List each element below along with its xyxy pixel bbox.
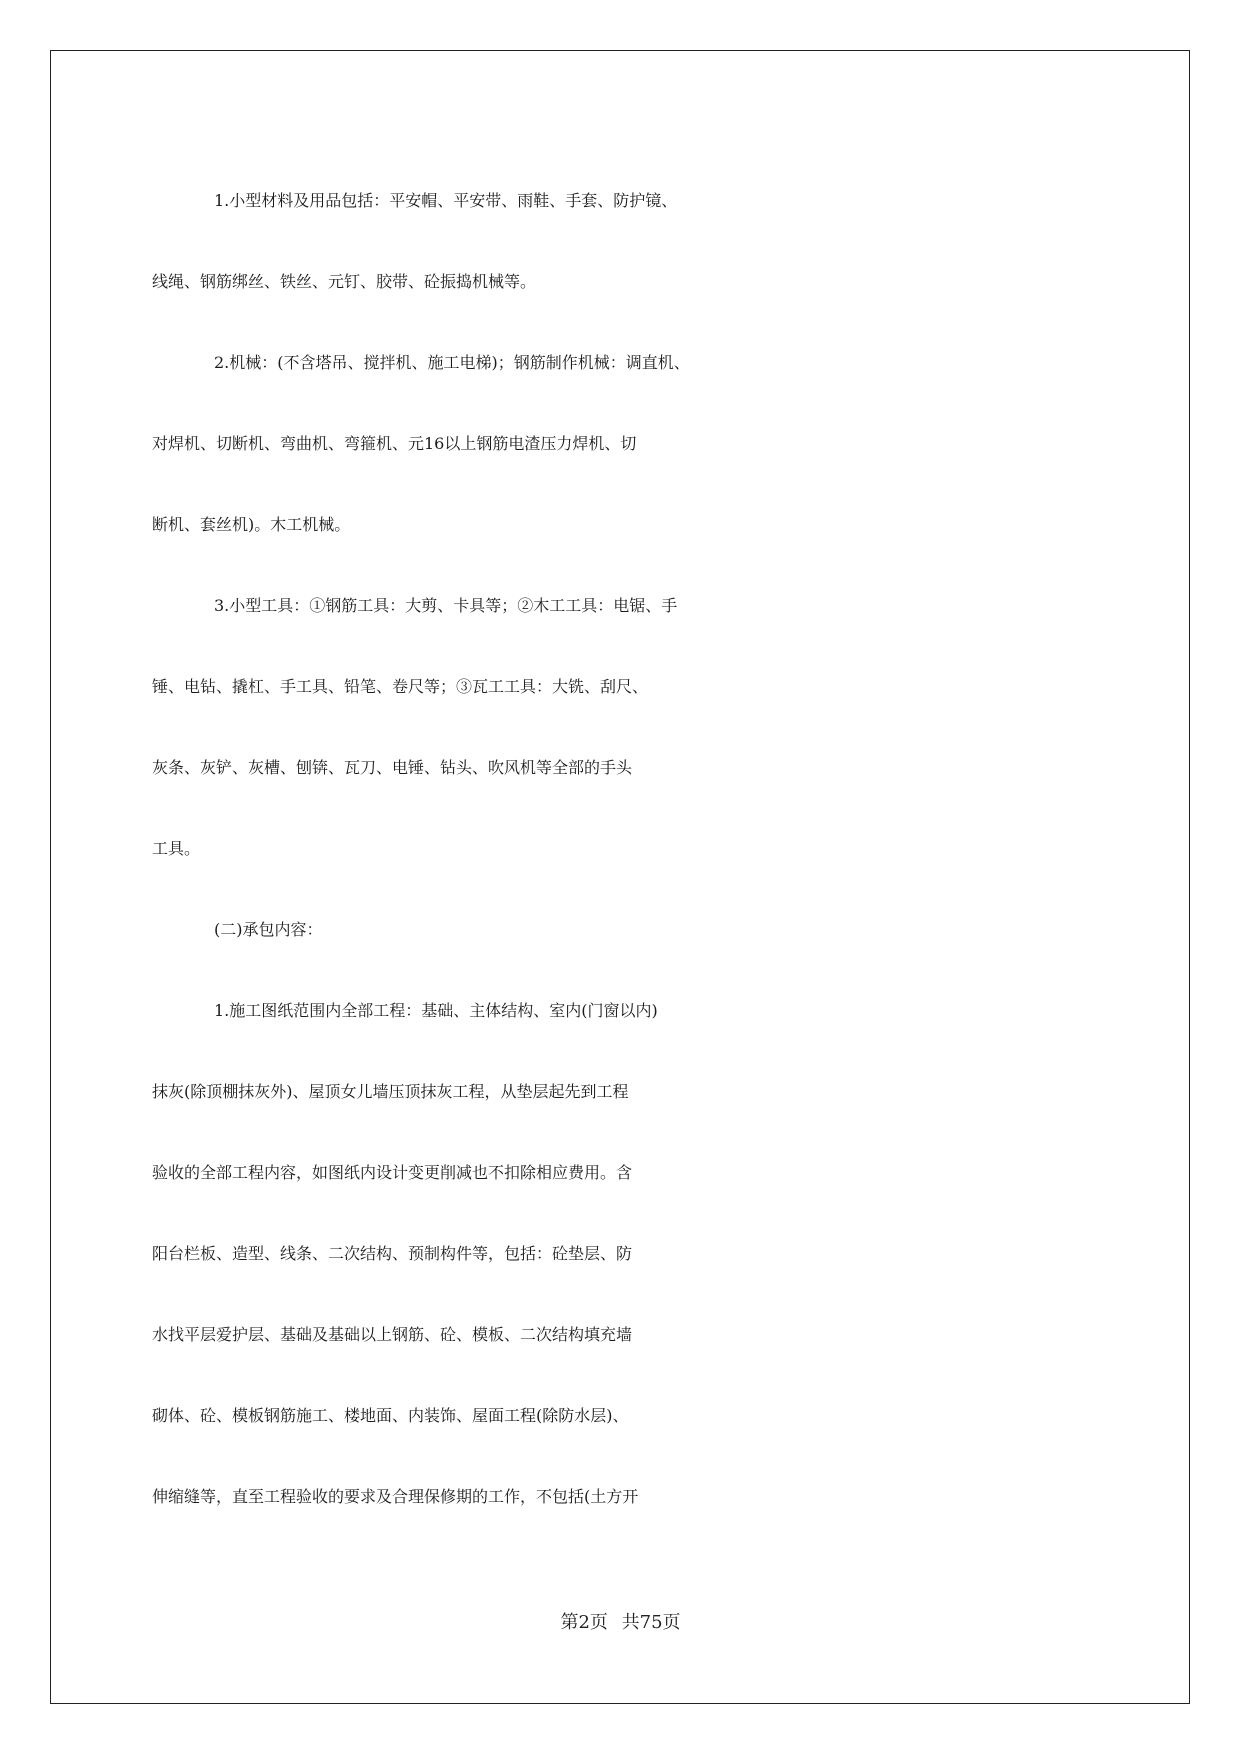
paragraph-1 — [152, 160, 1092, 322]
paragraph-4 — [152, 970, 1092, 1537]
paragraph-line: 1.施工图纸范围内全部工程：基础、主体结构、室内(门窗以内) — [214, 1001, 658, 1020]
section-heading-text: (二)承包内容： — [214, 920, 323, 939]
paragraph-line: 砌体、砼、模板钢筋施工、楼地面、内装饰、屋面工程(除防水层)、 — [152, 1406, 629, 1425]
paragraph-line: 锤、电钻、撬杠、手工具、铅笔、卷尺等；③瓦工工具：大铣、刮尺、 — [152, 677, 649, 696]
page-number: 第2页 — [560, 1612, 608, 1633]
paragraph-line: 水找平层爱护层、基础及基础以上钢筋、砼、模板、二次结构填充墙 — [152, 1325, 633, 1344]
paragraph-line: 对焊机、切断机、弯曲机、弯箍机、元16以上钢筋电渣压力焊机、切 — [152, 434, 637, 453]
paragraph-line: 验收的全部工程内容，如图纸内设计变更削减也不扣除相应费用。含 — [152, 1163, 633, 1182]
paragraph-line: 3.小型工具：①钢筋工具：大剪、卡具等；②木工工具：电锯、手 — [214, 596, 678, 615]
page-footer — [0, 1608, 1241, 1634]
paragraph-line: 伸缩缝等，直至工程验收的要求及合理保修期的工作，不包括(土方开 — [152, 1487, 639, 1506]
paragraph-line: 1.小型材料及用品包括：平安帽、平安带、雨鞋、手套、防护镜、 — [214, 191, 678, 210]
paragraph-line: 抹灰(除顶棚抹灰外)、屋顶女儿墙压顶抹灰工程，从垫层起先到工程 — [152, 1082, 629, 1101]
paragraph-line: 线绳、钢筋绑丝、铁丝、元钉、胶带、砼振捣机械等。 — [152, 272, 537, 291]
paragraph-line: 断机、套丝机)。木工机械。 — [152, 515, 351, 534]
paragraph-line: 2.机械：(不含塔吊、搅拌机、施工电梯)；钢筋制作机械：调直机、 — [214, 353, 690, 372]
document-body — [152, 160, 1092, 1537]
paragraph-line: 工具。 — [152, 839, 201, 858]
section-heading — [152, 889, 1092, 970]
paragraph-3 — [152, 565, 1092, 889]
paragraph-2 — [152, 322, 1092, 565]
page-total: 共75页 — [621, 1612, 681, 1633]
paragraph-line: 阳台栏板、造型、线条、二次结构、预制构件等，包括：砼垫层、防 — [152, 1244, 633, 1263]
paragraph-line: 灰条、灰铲、灰槽、刨锛、瓦刀、电锤、钻头、吹风机等全部的手头 — [152, 758, 633, 777]
